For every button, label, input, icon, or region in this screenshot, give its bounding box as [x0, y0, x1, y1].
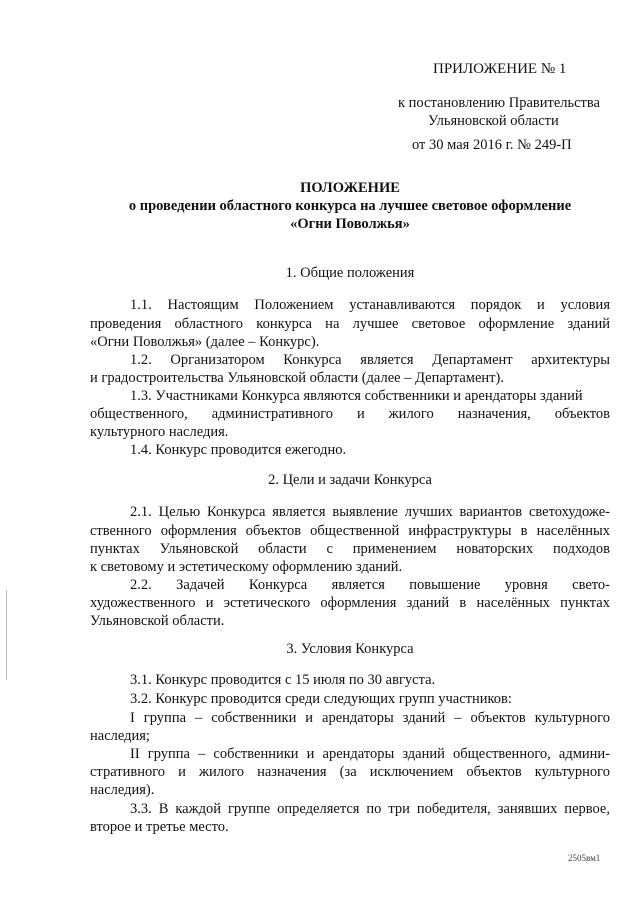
- document-subtitle-name: «Огни Поволжья»: [290, 216, 410, 232]
- paragraph-line: культурного наследия.: [90, 424, 229, 440]
- paragraph-line: II группа – собственники и арендаторы зданий общественного, админи-: [130, 746, 610, 762]
- margin-mark: [6, 590, 7, 680]
- paragraph-line: 2.2. Задачей Конкурса является повышение уровня свето-: [130, 577, 610, 593]
- paragraph-line: I группа – собственники и арендаторы зданий – объектов культурного: [130, 710, 610, 726]
- paragraph-line: 3.3. В каждой группе определяется по три победителя, занявших первое,: [130, 801, 610, 817]
- paragraph-line: 1.1. Настоящим Положением устанавливаются порядок и условия: [130, 297, 610, 313]
- paragraph-line: и градостроительства Ульяновской области (далее – Департамент).: [90, 370, 504, 386]
- section-1-title: 1. Общие положения: [285, 265, 415, 281]
- paragraph-line: 3.2. Конкурс проводится среди следующих групп участников:: [130, 691, 512, 707]
- paragraph-line: 1.2. Организатором Конкурса является Департамент архитектуры: [130, 352, 610, 368]
- paragraph-line: пунктах Ульяновской области с применением новаторских подходов: [90, 541, 610, 557]
- section-3-title: 3. Условия Конкурса: [286, 641, 414, 657]
- document-title: ПОЛОЖЕНИЕ: [300, 180, 400, 196]
- paragraph-line: наследия).: [90, 782, 155, 798]
- paragraph-line: Ульяновской области.: [90, 613, 225, 629]
- footer-code: 2505вм1: [568, 853, 601, 863]
- paragraph-line: стративного и жилого назначения (за исключением объектов культурного: [90, 764, 610, 780]
- paragraph-line: «Огни Поволжья» (далее – Конкурс).: [90, 334, 320, 350]
- paragraph-line: 1.4. Конкурс проводится ежегодно.: [130, 442, 347, 458]
- appendix-resolution: к постановлению Правительства: [398, 95, 600, 111]
- paragraph-line: художественного и эстетического оформления зданий в населённых пунктах: [90, 595, 610, 611]
- appendix-label: ПРИЛОЖЕНИЕ № 1: [433, 61, 567, 77]
- paragraph-line: второе и третье место.: [90, 819, 229, 835]
- paragraph-line: ственного оформления объектов общественной инфраструктуры в населённых: [90, 523, 610, 539]
- paragraph-line: общественного, административного и жилого назначения, объектов: [90, 406, 610, 422]
- paragraph-line: к световому и эстетическому оформлению зданий.: [90, 559, 403, 575]
- paragraph-line: 3.1. Конкурс проводится с 15 июля по 30 августа.: [130, 672, 436, 688]
- section-2-title: 2. Цели и задачи Конкурса: [268, 472, 432, 488]
- appendix-region: Ульяновской области: [428, 113, 559, 129]
- document-subtitle: о проведении областного конкурса на лучшее световое оформление: [128, 198, 572, 214]
- paragraph-line: 1.3. Участниками Конкурса являются собственники и арендаторы зданий: [130, 388, 583, 404]
- paragraph-line: наследия;: [90, 728, 150, 744]
- paragraph-line: 2.1. Целью Конкурса является выявление лучших вариантов светохудоже-: [130, 504, 610, 520]
- appendix-date-number: от 30 мая 2016 г. № 249-П: [412, 137, 572, 153]
- paragraph-line: проведения областного конкурса на лучшее световое оформление зданий: [90, 316, 610, 332]
